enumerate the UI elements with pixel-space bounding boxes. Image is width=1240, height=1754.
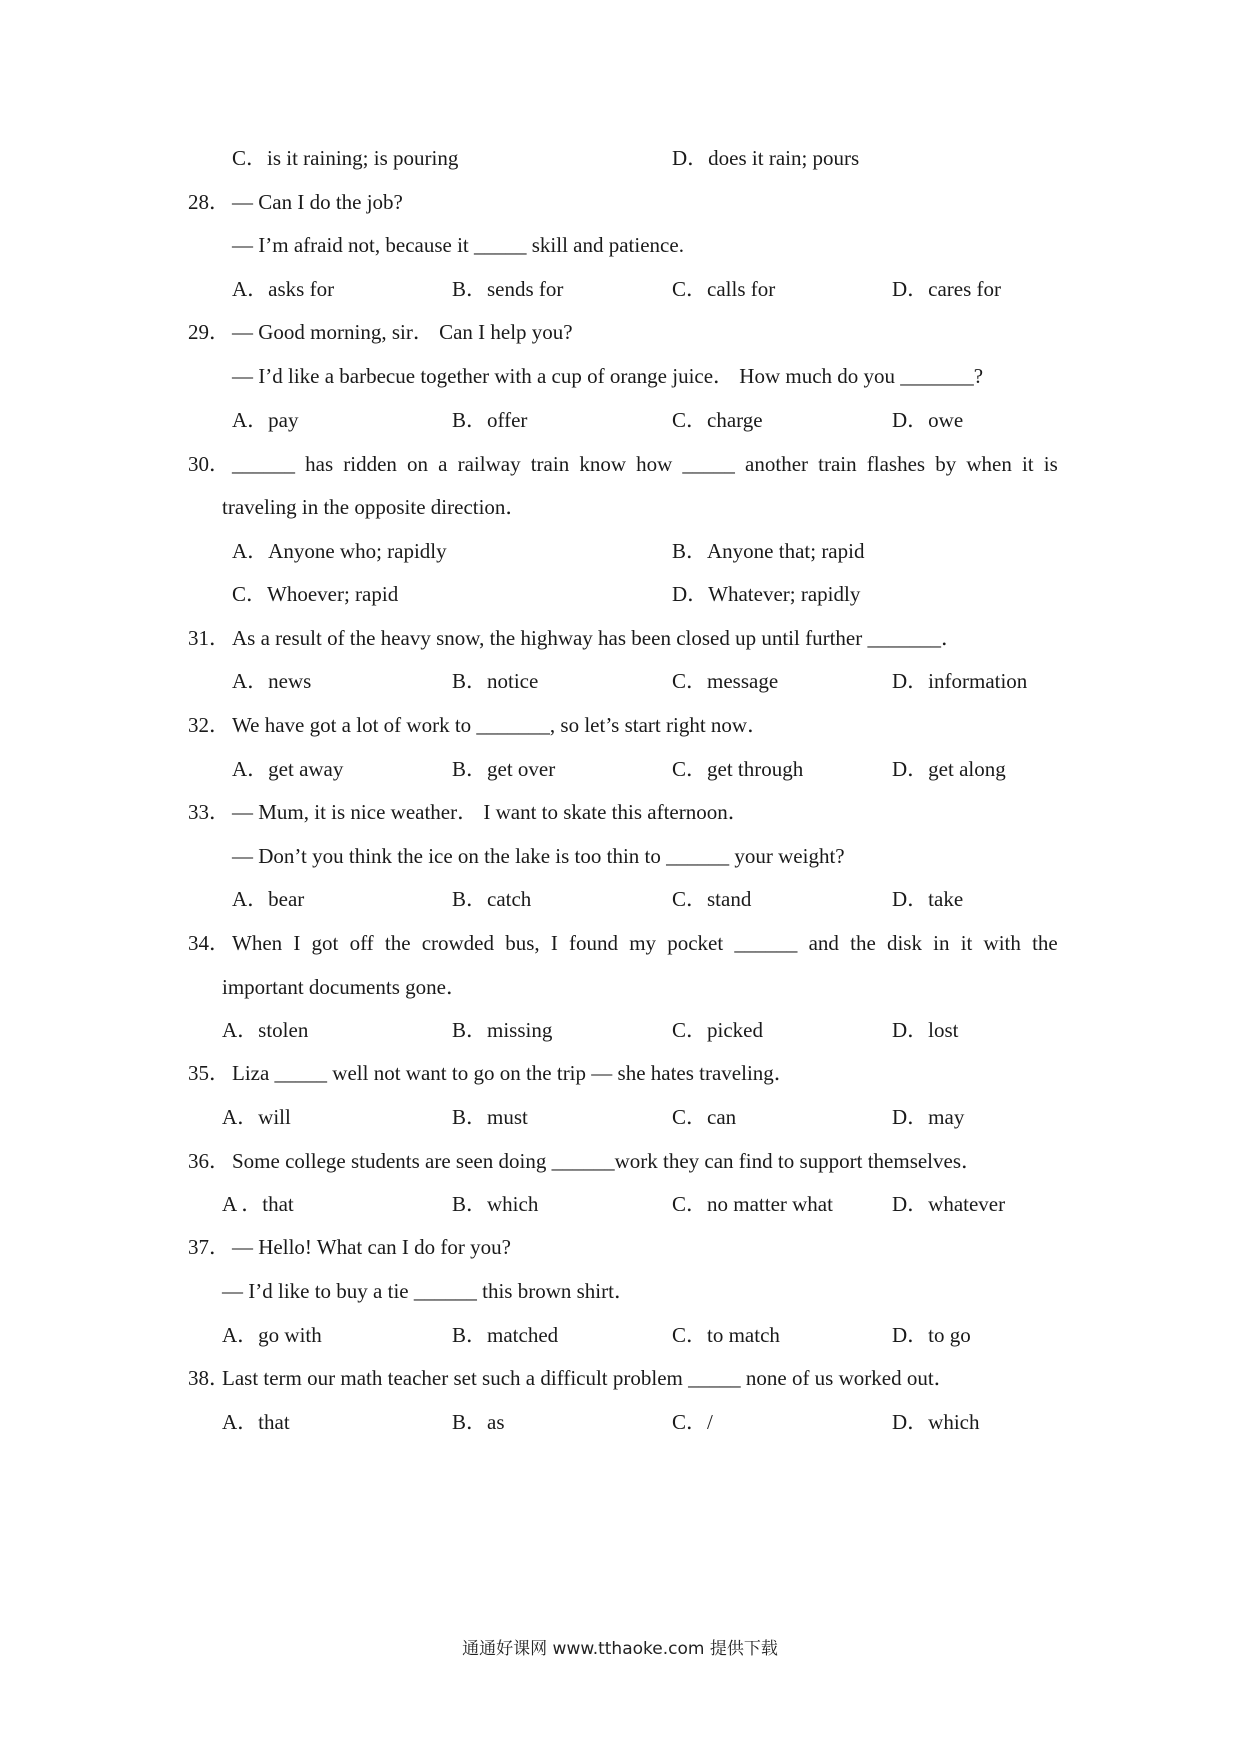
q34-option-d: D．lost (892, 1018, 959, 1042)
q30-option-d: D．Whatever; rapidly (672, 582, 861, 606)
q29-option-a: A．pay (232, 408, 299, 432)
q31-option-c: C．message (672, 669, 779, 693)
q30-word: is (1043, 452, 1058, 476)
q38-option-d: D．which (892, 1410, 980, 1434)
q34-word: the (1032, 931, 1058, 955)
q38-number: 38． (188, 1366, 230, 1390)
q28-option-c: C．calls for (672, 277, 776, 301)
q30-option-a: A．Anyone who; rapidly (232, 539, 447, 563)
q32-number: 32． (188, 713, 230, 737)
q35-option-b: B．must (452, 1105, 528, 1129)
q37-line1: — Hello! What can I do for you? (232, 1235, 511, 1259)
q34-word: the (384, 931, 411, 955)
q35-option-a: A．will (222, 1105, 291, 1129)
q31-option-b: B．notice (452, 669, 539, 693)
q34-word: crowded (421, 931, 495, 955)
q27-option-d: D．does it rain; pours (672, 146, 860, 170)
q37-option-b: B．matched (452, 1323, 559, 1347)
q29-option-d: D．owe (892, 408, 964, 432)
q29-option-c: C．charge (672, 408, 763, 432)
q37-option-a: A．go with (222, 1323, 322, 1347)
q30-word: railway (457, 452, 521, 476)
q33-option-a: A．bear (232, 887, 305, 911)
q31-number: 31． (188, 626, 230, 650)
q28-option-a: A．asks for (232, 277, 335, 301)
q34-word: got (311, 931, 339, 955)
q33-line1: — Mum, it is nice weather． I want to skate this afternoon． (232, 800, 749, 824)
q32-option-a: A．get away (232, 757, 344, 781)
q34-word: I (550, 931, 558, 955)
q37-option-d: D．to go (892, 1323, 971, 1347)
q31-option-d: D．information (892, 669, 1028, 693)
q30-word: another (745, 452, 809, 476)
q35-option-d: D．may (892, 1105, 965, 1129)
q35-option-c: C．can (672, 1105, 737, 1129)
q38-line1: Last term our math teacher set such a difficult problem _____ none of us worked out． (222, 1366, 955, 1390)
q33-option-c: C．stand (672, 887, 752, 911)
q34-word: found (569, 931, 619, 955)
q30-word: train (818, 452, 857, 476)
q34-word: in (933, 931, 950, 955)
q34-option-a: A．stolen (222, 1018, 309, 1042)
q32-option-c: C．get through (672, 757, 804, 781)
q30-word: know (579, 452, 626, 476)
q33-option-d: D．take (892, 887, 964, 911)
q34-line2: important documents gone． (222, 975, 467, 999)
q36-number: 36． (188, 1149, 230, 1173)
q34-word: it (960, 931, 973, 955)
q30-option-c: C．Whoever; rapid (232, 582, 399, 606)
q28-line2: — I’m afraid not, because it _____ skill and patience. (232, 233, 684, 257)
q30-word: flashes (866, 452, 926, 476)
q29-option-b: B．offer (452, 408, 528, 432)
q30-word: has (305, 452, 334, 476)
q34-word: the (850, 931, 876, 955)
q30-line2: traveling in the opposite direction． (222, 495, 527, 519)
q29-line1: — Good morning, sir． Can I help you? (232, 320, 573, 344)
q32-option-b: B．get over (452, 757, 556, 781)
q35-line1: Liza _____ well not want to go on the trip — she hates traveling． (232, 1061, 795, 1085)
q34-word: off (349, 931, 374, 955)
q32-option-d: D．get along (892, 757, 1006, 781)
q38-option-b: B．as (452, 1410, 505, 1434)
q34-word: my (629, 931, 657, 955)
q33-line2: — Don’t you think the ice on the lake is too thin to ______ your weight? (232, 844, 845, 868)
q34-word: pocket (667, 931, 724, 955)
q34-word: bus, (505, 931, 540, 955)
q30-word: by (935, 452, 957, 476)
q34-line1 (232, 933, 1058, 954)
q30-word: when (966, 452, 1012, 476)
q34-option-c: C．picked (672, 1018, 763, 1042)
q37-line2: — I’d like to buy a tie ______ this brown shirt． (222, 1279, 635, 1303)
q33-option-b: B．catch (452, 887, 532, 911)
q29-line2: — I’d like a barbecue together with a cup of orange juice． How much do you _______? (232, 364, 984, 388)
q30-word: ______ (232, 452, 295, 476)
q34-option-b: B．missing (452, 1018, 553, 1042)
q28-line1: — Can I do the job? (232, 190, 403, 214)
q33-number: 33． (188, 800, 230, 824)
q36-option-c: C．no matter what (672, 1192, 833, 1216)
q34-word: with (983, 931, 1021, 955)
q34-word: disk (886, 931, 922, 955)
q36-option-d: D．whatever (892, 1192, 1006, 1216)
q29-number: 29． (188, 320, 230, 344)
q32-line1: We have got a lot of work to _______, so let’s start right now． (232, 713, 769, 737)
q38-option-c: C．/ (672, 1410, 713, 1434)
q27-option-c: C．is it raining; is pouring (232, 146, 459, 170)
q31-option-a: A．news (232, 669, 312, 693)
q37-number: 37． (188, 1235, 230, 1259)
q30-word: how (636, 452, 673, 476)
q35-number: 35． (188, 1061, 230, 1085)
q34-word: When (232, 931, 283, 955)
q30-option-b: B．Anyone that; rapid (672, 539, 865, 563)
q30-word: train (530, 452, 570, 476)
q30-word: it (1021, 452, 1034, 476)
page-footer: 通通好课网 www.tthaoke.com 提供下载 (462, 1639, 778, 1659)
q38-option-a: A．that (222, 1410, 290, 1434)
q34-word: I (293, 931, 301, 955)
q37-option-c: C．to match (672, 1323, 780, 1347)
q30-word: ridden (343, 452, 397, 476)
q30-number: 30． (188, 452, 230, 476)
q31-line1: As a result of the heavy snow, the highway has been closed up until further _______． (232, 626, 962, 650)
q34-number: 34． (188, 931, 230, 955)
q36-option-a: A ．that (222, 1192, 294, 1216)
q30-line1 (232, 454, 1058, 475)
q36-line1: Some college students are seen doing ______work they can find to support themselves． (232, 1149, 983, 1173)
q30-word: a (438, 452, 448, 476)
q28-number: 28． (188, 190, 230, 214)
q30-word: _____ (682, 452, 735, 476)
q34-word: ______ (734, 931, 798, 955)
q36-option-b: B．which (452, 1192, 539, 1216)
q34-word: and (808, 931, 839, 955)
q28-option-b: B．sends for (452, 277, 564, 301)
q30-word: on (407, 452, 429, 476)
q28-option-d: D．cares for (892, 277, 1002, 301)
